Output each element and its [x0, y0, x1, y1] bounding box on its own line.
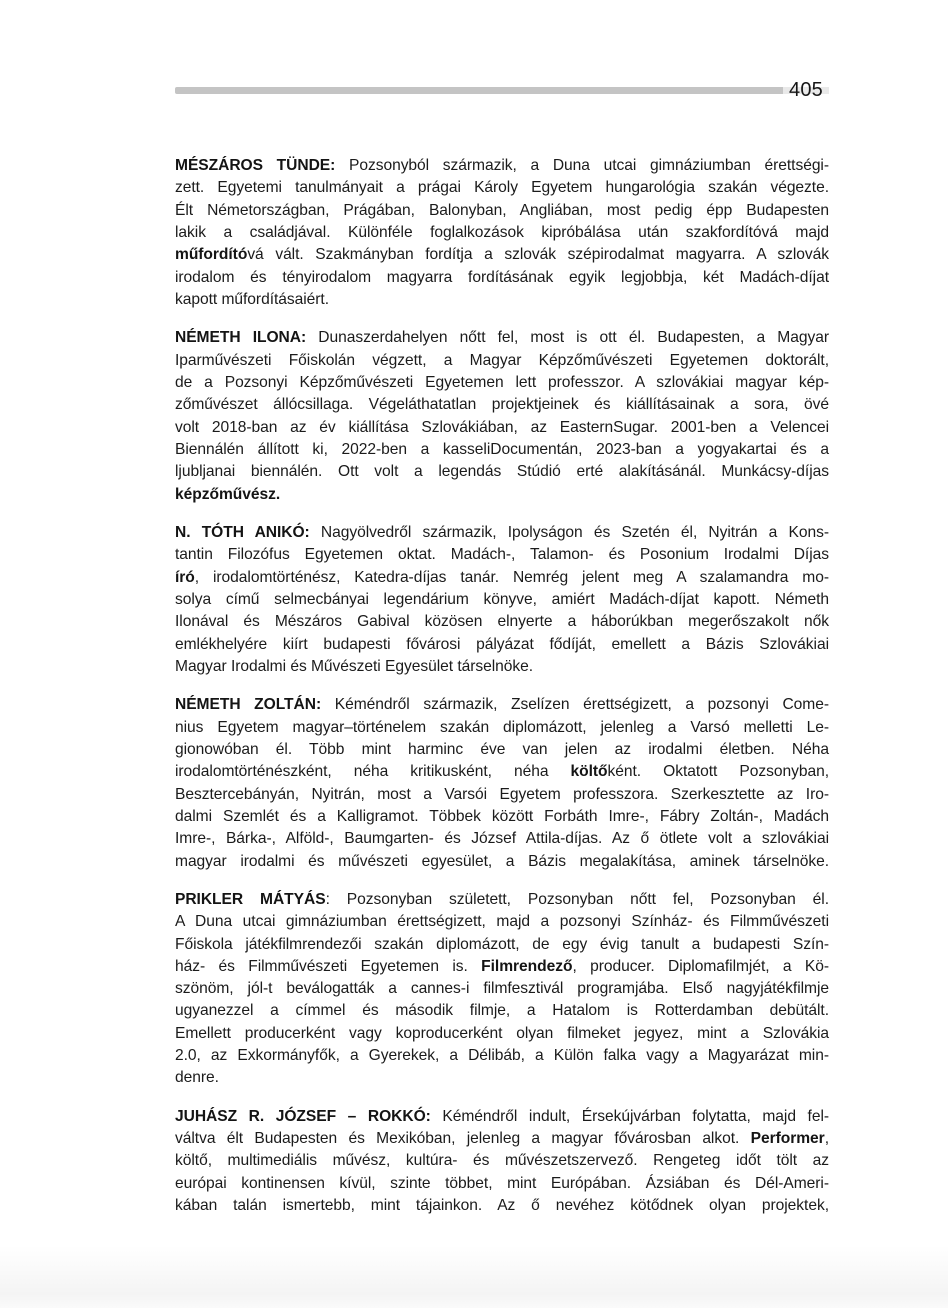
- text-line: Biennálén állított ki, 2022-ben a kasseliDocumentán, 2023-ban a yogyakartai és a: [175, 440, 829, 458]
- text-line: Főiskola játékfilmrendezői szakán diplomázott, de egy évig tanult a budapesti Szín-: [175, 935, 829, 953]
- bio-paragraph: [175, 694, 829, 873]
- text-line: író, irodalomtörténész, Katedra-díjas tanár. Nemrég jelent meg A szalamandra mo-: [175, 568, 829, 586]
- text-line: kában talán ismertebb, mint tájainkon. Az ő nevéhez kötődnek olyan projektek,: [175, 1197, 829, 1215]
- text-line: de a Pozsonyi Képzőművészeti Egyetemen lett professzor. A szlovákiai magyar kép-: [175, 373, 829, 391]
- entry-name: NÉMETH ILONA:: [175, 329, 307, 347]
- text-line: képzőművész.: [175, 485, 281, 503]
- page-header: [175, 78, 829, 104]
- text-line: Emellett producerként vagy koproducerként olyan filmeket jegyez, mint a Szlovákia: [175, 1024, 829, 1042]
- bio-paragraph: [175, 327, 829, 506]
- entry-name: N. TÓTH ANIKÓ:: [175, 523, 310, 541]
- entry-name: MÉSZÁROS TÜNDE:: [175, 157, 336, 174]
- text-line: Imre-, Bárka-, Alföld-, Baumgarten- és József Attila-díjas. Az ő ötlete volt a szlovákiai: [175, 830, 829, 848]
- text-line: Élt Németországban, Prágában, Balonyban, Angliában, most pedig épp Budapesten: [175, 201, 829, 219]
- text-line: szönöm, jól-t beválogatták a cannes-i filmfesztivál programjába. Első nagyjátékfilmje: [175, 980, 829, 998]
- text-line: ljubljanai biennálén. Ott volt a legendás Stúdió erté alakításánál. Munkácsy-díjas: [175, 463, 829, 481]
- text-line: nius Egyetem magyar–történelem szakán diplomázott, jelenleg a Varsó melletti Le-: [175, 718, 829, 736]
- text-line: Ilonával és Mészáros Gabival közösen elnyerte a háborúkban megerőszakolt nők: [175, 613, 829, 631]
- text-line: váltva élt Budapesten és Mexikóban, jelenleg a magyar fővárosban alkot. Performer,: [175, 1130, 829, 1148]
- text-line: zett. Egyetemi tanulmányait a prágai Károly Egyetem hungarológia szakán végezte.: [175, 179, 829, 197]
- text-line: dalmi Szemlét és a Kalligramot. Többek között Forbáth Imre-, Fábry Zoltán-, Madách: [175, 807, 829, 825]
- header-rule-dark-segment: [175, 87, 783, 94]
- text-line: A Duna utcai gimnáziumban érettségizett, majd a pozsonyi Színház- és Filmművészeti: [175, 913, 829, 931]
- text-line: ház- és Filmművészeti Egyetemen is. Filmrendező, producer. Diplomafilmjét, a Kö-: [175, 957, 829, 975]
- text-line: JUHÁSZ R. JÓZSEF – ROKKÓ: Kéméndről indult, Érsekújvárban folytatta, majd fel-: [175, 1107, 829, 1125]
- text-line: ugyanezzel a címmel és második filmje, a Hatalom is Rotterdamban debütált.: [175, 1002, 829, 1020]
- article-body: [175, 155, 829, 1217]
- text-line: irodalomtörténészként, néha kritikusként, néha költőként. Oktatott Pozsonyban,: [175, 763, 830, 781]
- entry-name: NÉMETH ZOLTÁN:: [175, 696, 322, 714]
- text-line: Besztercebányán, Nyitrán, most a Varsói Egyetem professzora. Szerkesztette az Iro-: [175, 785, 829, 803]
- header-rule: [175, 87, 829, 94]
- text-line: 2.0, az Exkormányfők, a Gyerekek, a Délibáb, a Külön falka vagy a Magyarázat min-: [175, 1047, 829, 1065]
- text-line: NÉMETH ZOLTÁN: Kéméndről származik, Zselízen érettségizett, a pozsonyi Come-: [175, 696, 829, 714]
- text-line: volt 2018-ban az év kiállítása Szlovákiában, az EasternSugar. 2001-ben a Velencei: [175, 418, 829, 436]
- text-line: műfordítóvá vált. Szakmányban fordítja a szlovák szépirodalmat magyarra. A szlovák: [175, 246, 829, 264]
- text-line: gionowóban él. Több mint harminc éve van jelen az irodalmi életben. Néha: [175, 740, 829, 758]
- text-line: denre.: [175, 1069, 219, 1087]
- entry-name: PRIKLER MÁTYÁS: [175, 890, 326, 908]
- bio-paragraph: [175, 889, 829, 1090]
- text-line: MÉSZÁROS TÜNDE: Pozsonyból származik, a Duna utcai gimnáziumban érettségi-: [175, 157, 829, 174]
- text-line: zőművészet állócsillaga. Végeláthatatlan projektjeinek és kiállításainak a sora, övé: [175, 396, 829, 414]
- bio-paragraph: [175, 1106, 829, 1218]
- text-line: tantin Filozófus Egyetemen oktat. Madách-, Talamon- és Posonium Irodalmi Díjas: [175, 546, 829, 564]
- text-line: solya című selmecbányai legendárium könyve, amiért Madách-díjat kapott. Németh: [175, 590, 829, 608]
- text-line: irodalom és tényirodalom magyarra fordításának egyik legjobbja, két Madách-díjat: [175, 268, 829, 286]
- page-number: 405: [789, 79, 823, 101]
- text-line: N. TÓTH ANIKÓ: Nagyölvedről származik, Ipolyságon és Szetén él, Nyitrán a Kons-: [175, 523, 829, 541]
- bio-paragraph: [175, 155, 829, 311]
- text-line: PRIKLER MÁTYÁS: Pozsonyban született, Pozsonyban nőtt fel, Pozsonyban él.: [175, 890, 829, 908]
- text-line: magyar irodalmi és művészeti egyesület, a Bázis megalakítása, aminek társelnöke.: [175, 852, 829, 870]
- text-line: európai kontinensen kívül, szinte többet, mint Európában. Ázsiában és Dél-Ameri-: [175, 1174, 829, 1192]
- text-line: emlékhelyére kiírt budapesti fővárosi pályázat fődíját, emellett a Bázis Szlovákiai: [175, 635, 829, 653]
- entry-name: JUHÁSZ R. JÓZSEF – ROKKÓ:: [175, 1107, 431, 1125]
- text-line: költő, multimediális művész, kultúra- és művészetszervező. Rengeteg időt tölt az: [175, 1152, 829, 1170]
- text-line: Iparművészeti Főiskolán végzett, a Magyar Képzőművészeti Egyetemen doktorált,: [175, 351, 829, 369]
- bio-paragraph: [175, 522, 829, 678]
- text-line: NÉMETH ILONA: Dunaszerdahelyen nőtt fel, most is ott él. Budapesten, a Magyar: [175, 329, 829, 347]
- page-bottom-shade: [0, 1244, 948, 1308]
- text-line: Magyar Irodalmi és Művészeti Egyesület társelnöke.: [175, 657, 534, 675]
- text-line: lakik a családjával. Különféle foglalkozások kipróbálása után szakfordítóvá majd: [175, 223, 829, 241]
- text-line: kapott műfordításaiért.: [175, 290, 329, 308]
